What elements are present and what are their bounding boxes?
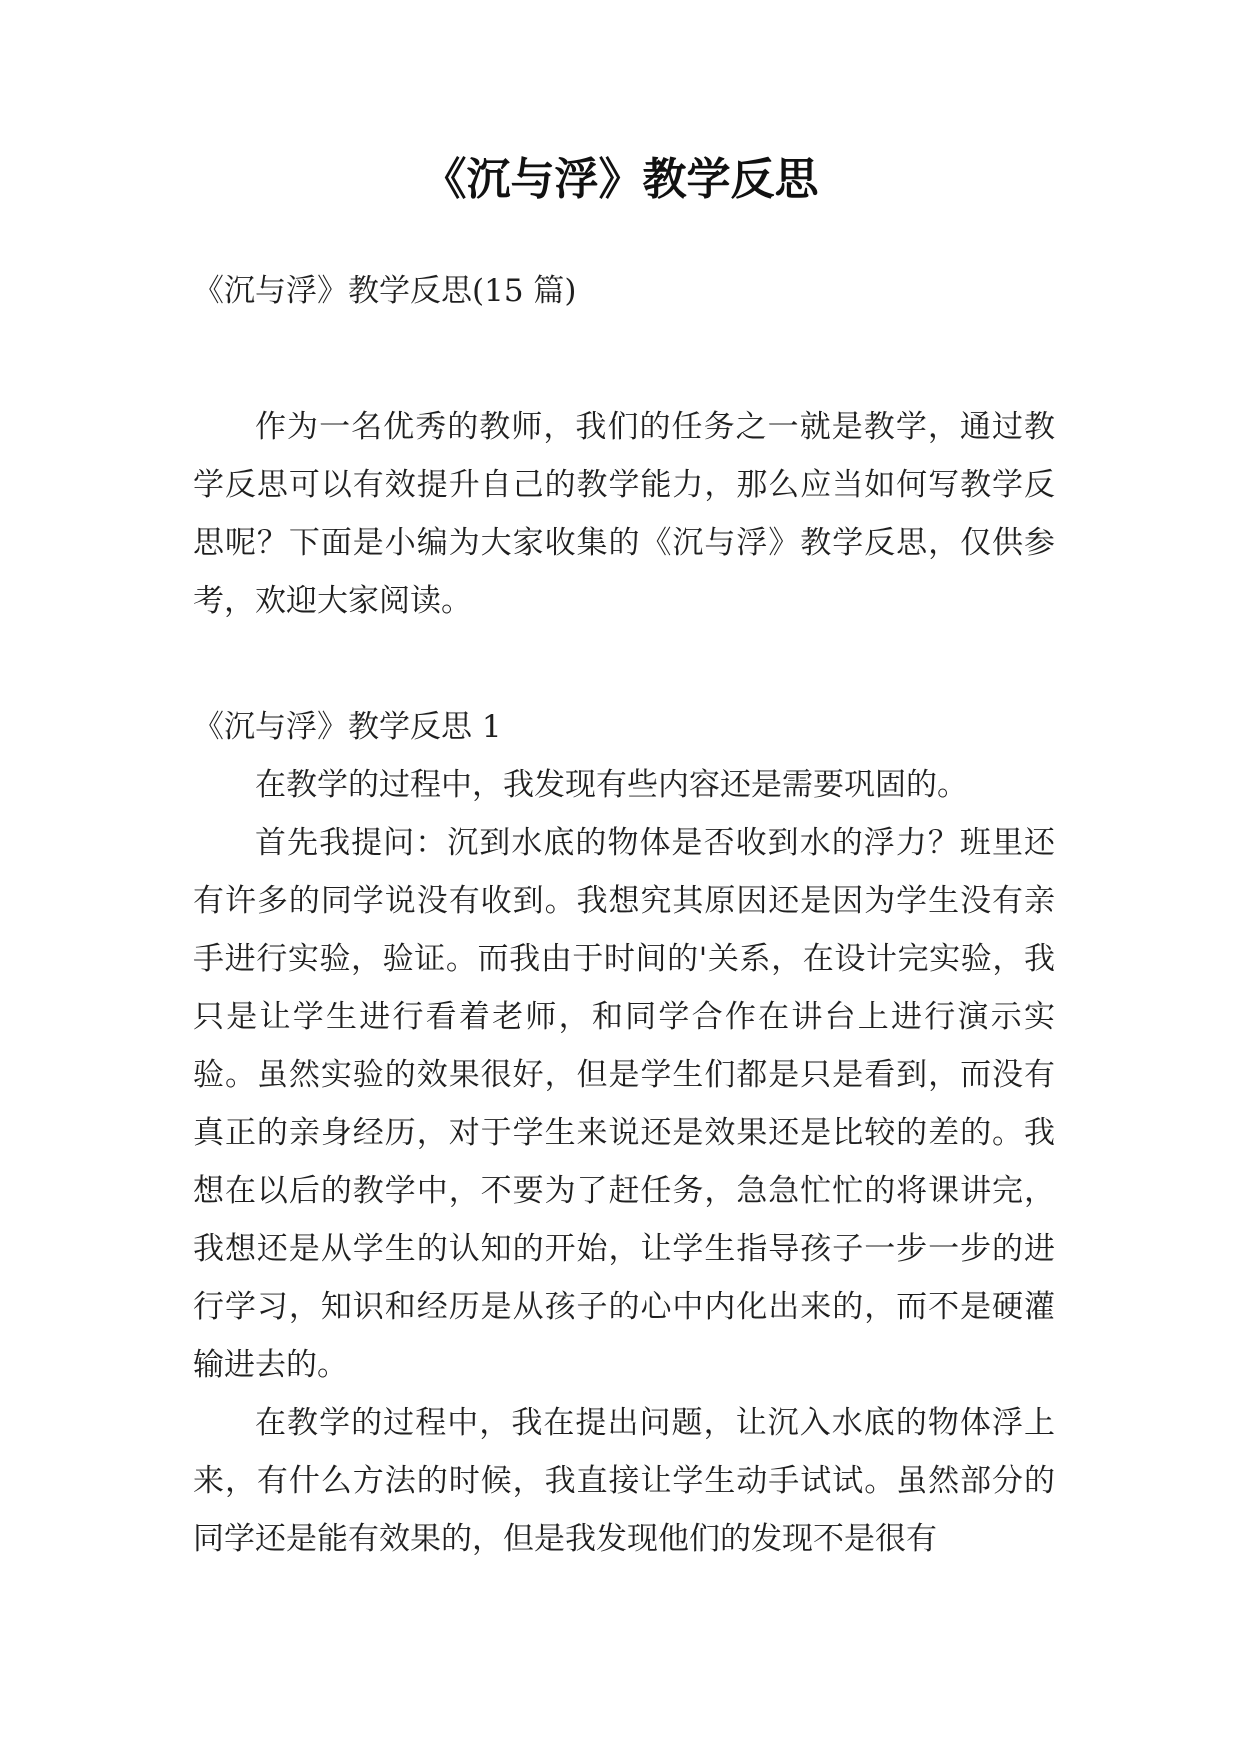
paragraph: 在教学的过程中，我发现有些内容还是需要巩固的。	[255, 767, 968, 803]
document-subtitle: 《沉与浮》教学反思(15 篇)	[193, 273, 577, 309]
paragraph: 首先我提问：沉到水底的物体是否收到水的浮力？班里还有许多的同学说没有收到。我想究其原因还是因为学生没有亲手进行实验，验证。而我由于时间的'关系，在设计完实验，我只是让学生进行看着老师，和同学合作在讲台上进行演示实验。虽然实验的效果很好，但是学生们都是只是看到，而没有真正的亲身经历，对于学生来说还是效果还是比较的差的。我想在以后的教学中，不要为了赶任务，急急忙忙的将课讲完，我想还是从学生的认知的开始，让学生指导孩子一步一步的进行学习，知识和经历是从孩子的心中内化出来的，而不是硬灌输进去的。	[193, 825, 1055, 1383]
paragraph: 在教学的过程中，我在提出问题，让沉入水底的物体浮上来，有什么方法的时候，我直接让学生动手试试。虽然部分的同学还是能有效果的，但是我发现他们的发现不是很有	[193, 1405, 1055, 1557]
section-body	[193, 756, 1055, 1568]
section-heading: 《沉与浮》教学反思 1	[193, 709, 502, 745]
document-title: 《沉与浮》教学反思	[422, 154, 819, 205]
intro-paragraph: 作为一名优秀的教师，我们的任务之一就是教学，通过教学反思可以有效提升自己的教学能力，那么应当如何写教学反思呢？下面是小编为大家收集的《沉与浮》教学反思，仅供参考，欢迎大家阅读。	[193, 409, 1055, 619]
